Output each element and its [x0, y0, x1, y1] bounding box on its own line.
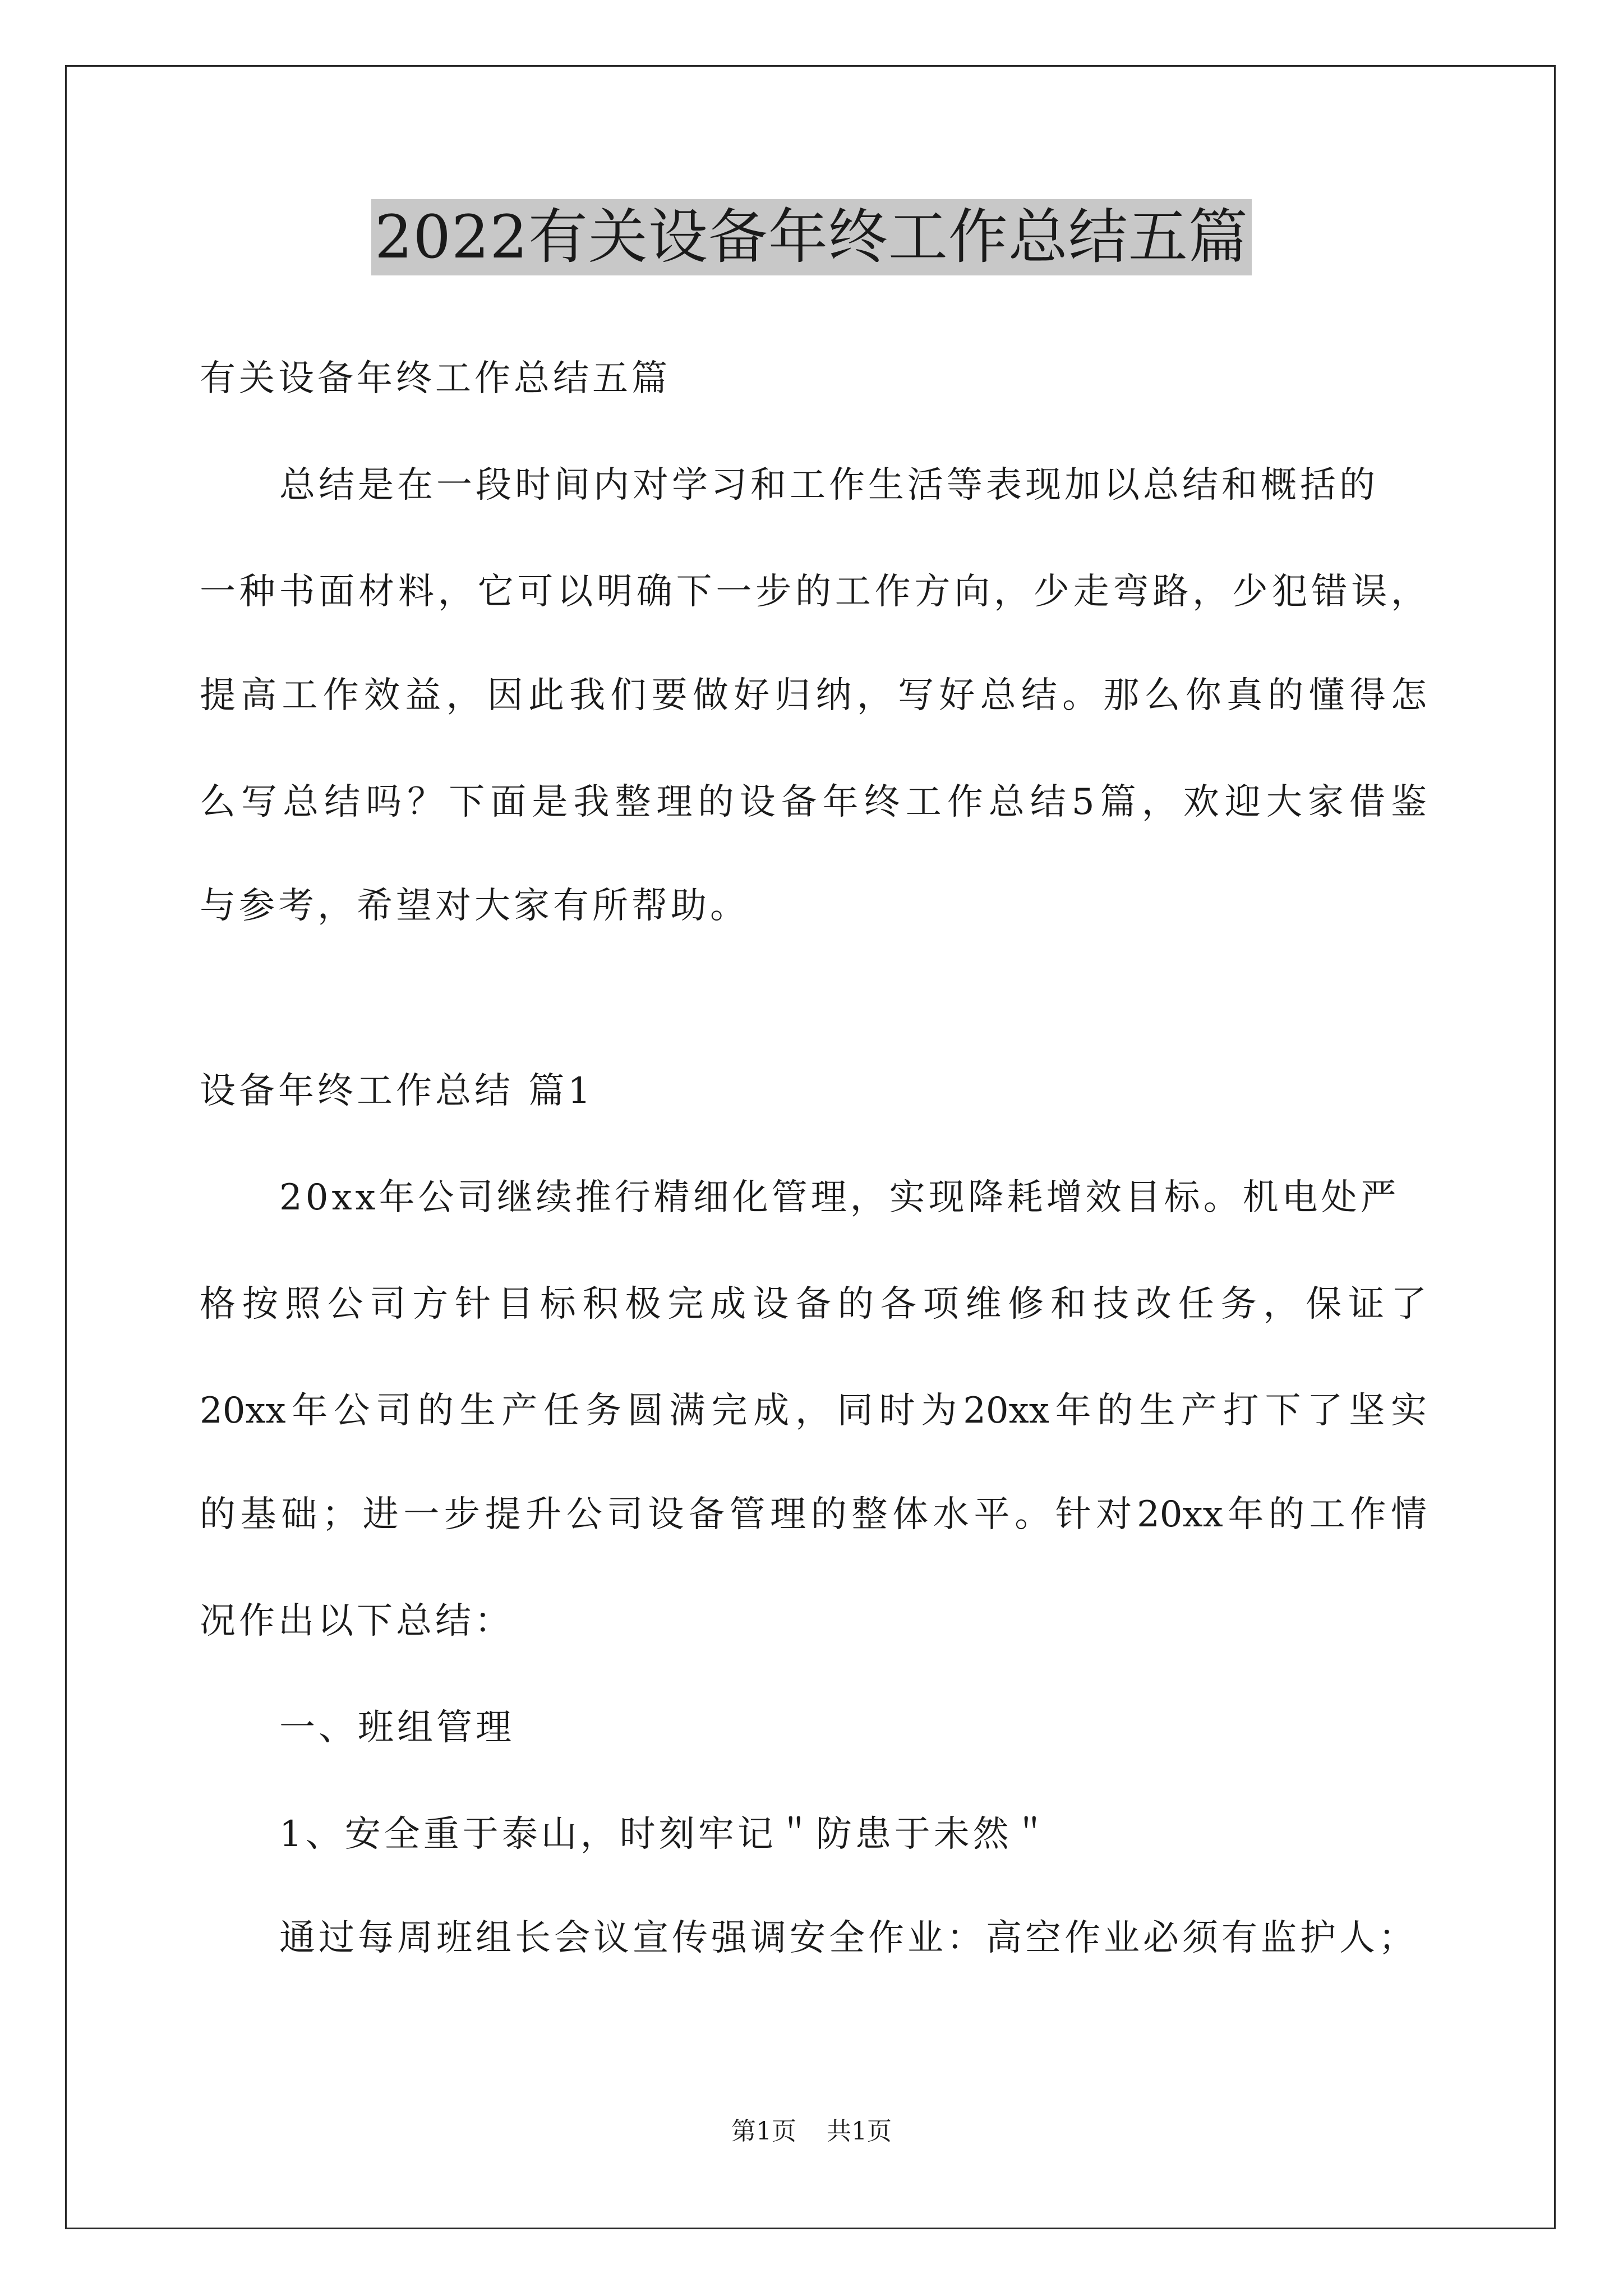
title-container	[0, 199, 1623, 275]
intro-line-5: 与参考，希望对大家有所帮助。	[200, 885, 749, 927]
page-footer	[0, 2115, 1623, 2148]
document-title: 2022有关设备年终工作总结五篇	[371, 199, 1252, 275]
intro-line-2: 一种书面材料，它可以明确下一步的工作方向，少走弯路，少犯错误，	[200, 571, 1427, 613]
body-line-2: 格按照公司方针目标积极完成设备的各项维修和技改任务，保证了	[200, 1283, 1427, 1325]
page-current: 第1页	[731, 2117, 796, 2146]
body-last-line: 通过每周班组长会议宣传强调安全作业：高空作业必须有监护人；	[279, 1917, 1418, 1959]
sub-heading-1: 一、班组管理	[279, 1707, 515, 1749]
intro-line-3: 提高工作效益，因此我们要做好归纳，写好总结。那么你真的懂得怎	[200, 675, 1427, 716]
body-line-4: 的基础；进一步提升公司设备管理的整体水平。针对20xx年的工作情	[200, 1494, 1427, 1535]
section-heading: 设备年终工作总结 篇1	[200, 1070, 594, 1112]
body-line-3: 20xx年公司的生产任务圆满完成，同时为20xx年的生产打下了坚实	[200, 1390, 1427, 1432]
intro-line-4: 么写总结吗？下面是我整理的设备年终工作总结5篇，欢迎大家借鉴	[200, 781, 1427, 823]
document-subtitle: 有关设备年终工作总结五篇	[200, 358, 671, 399]
sub-heading-2: 1、安全重于泰山，时刻牢记＂防患于未然＂	[279, 1814, 1052, 1855]
intro-line-1: 总结是在一段时间内对学习和工作生活等表现加以总结和概括的	[279, 464, 1378, 506]
body-line-1: 20xx年公司继续推行精细化管理，实现降耗增效目标。机电处严	[279, 1177, 1400, 1218]
body-line-5: 况作出以下总结：	[200, 1600, 514, 1642]
page-total: 共1页	[827, 2117, 892, 2146]
